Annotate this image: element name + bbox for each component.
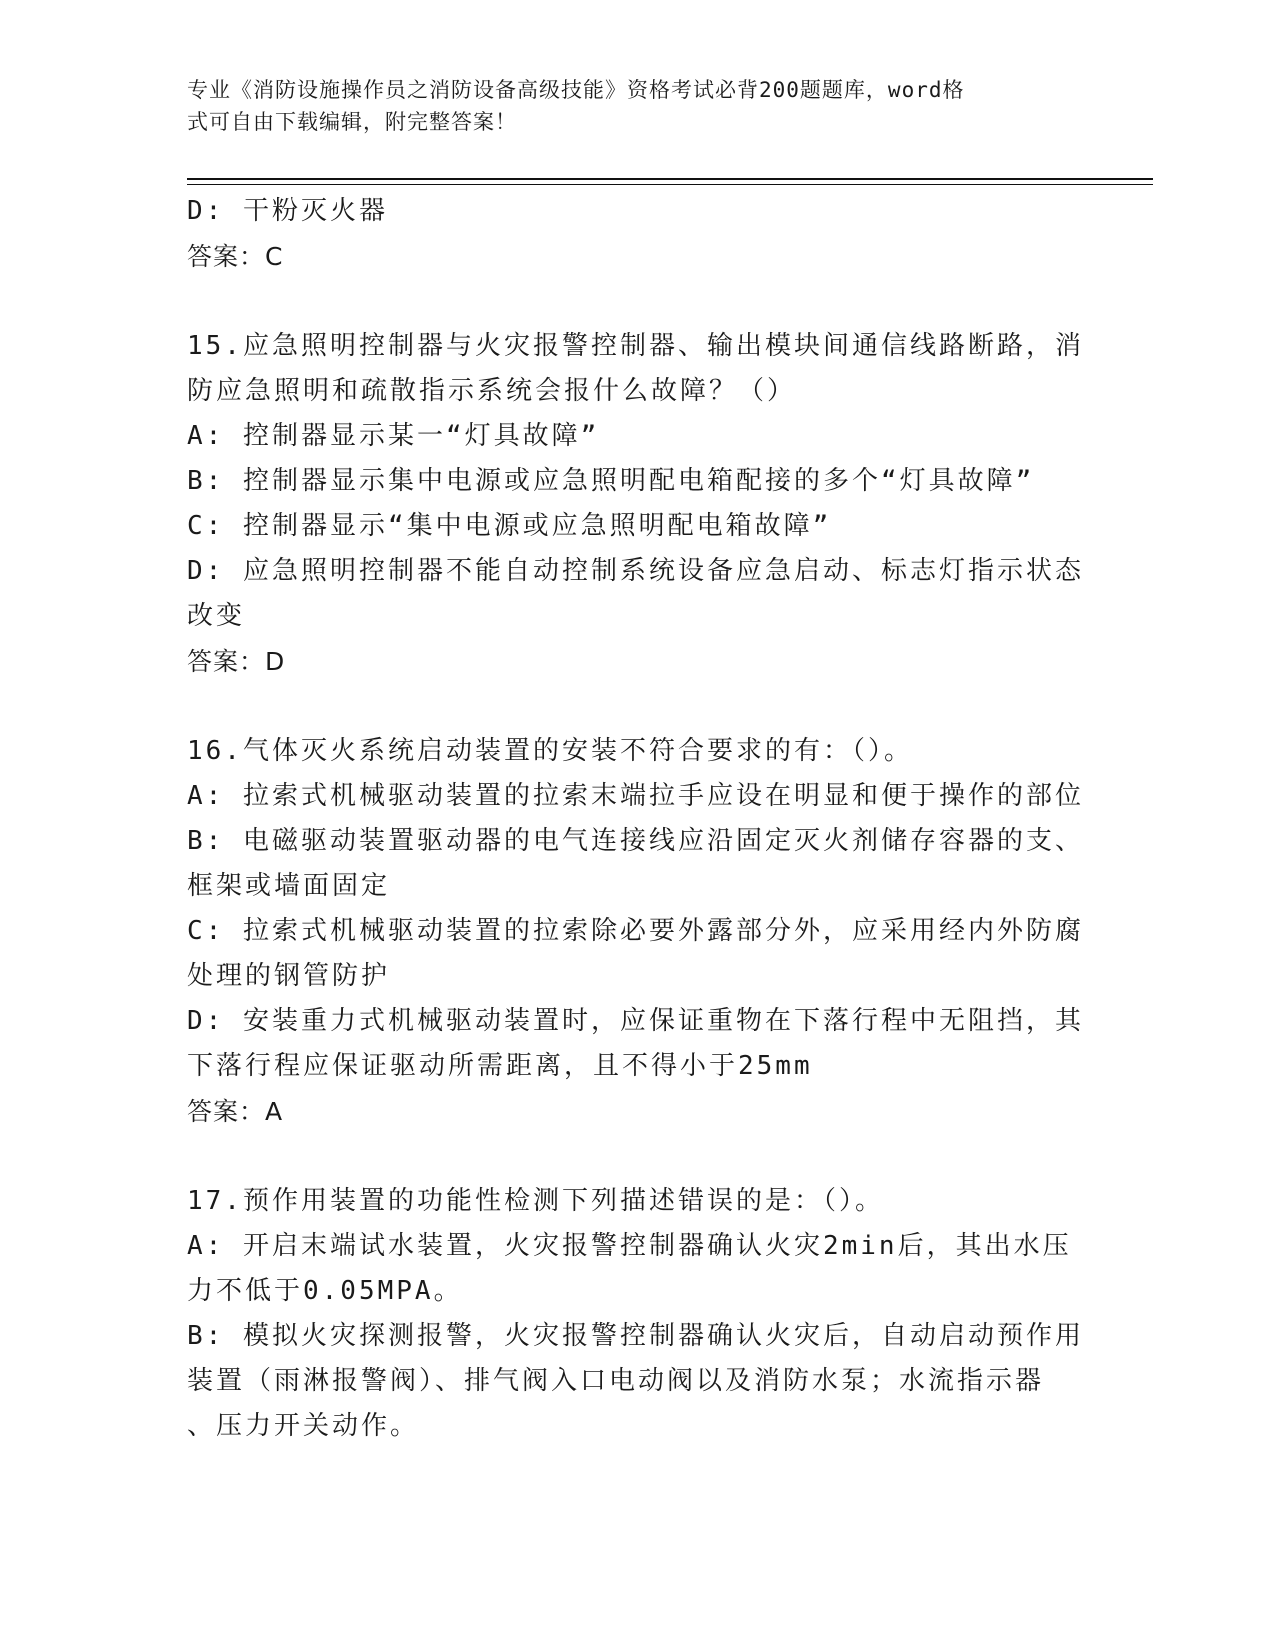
spacer — [187, 1134, 1087, 1179]
question-list — [187, 189, 1087, 1449]
question-16-option-a: A: 拉索式机械驱动装置的拉索末端拉手应设在明显和便于操作的部位 — [187, 781, 1084, 811]
question-17-stem: 17.预作用装置的功能性检测下列描述错误的是：（）。 — [187, 1186, 884, 1216]
question-15-option-d-line-2: 改变 — [187, 601, 246, 631]
question-16-option-d-line-2: 下落行程应保证驱动所需距离，且不得小于25mm — [187, 1051, 813, 1081]
question-17-option-b-line-3: 、压力开关动作。 — [187, 1411, 420, 1441]
question-15-stem-line-2: 防应急照明和疏散指示系统会报什么故障？（） — [187, 376, 797, 406]
question-17 — [187, 1179, 1087, 1449]
spacer — [187, 279, 1087, 324]
question-16-option-c-line-1: C: 拉索式机械驱动装置的拉索除必要外露部分外，应采用经内外防腐 — [187, 916, 1084, 946]
question-16-option-b-line-2: 框架或墙面固定 — [187, 871, 391, 901]
question-15-option-a: A: 控制器显示某一“灯具故障” — [187, 421, 600, 451]
question-15-option-b: B: 控制器显示集中电源或应急照明配电箱配接的多个“灯具故障” — [187, 466, 1035, 496]
question-14-tail — [187, 189, 1087, 279]
question-15-option-d-line-1: D: 应急照明控制器不能自动控制系统设备应急启动、标志灯指示状态 — [187, 556, 1084, 586]
header-divider-thin — [187, 184, 1153, 185]
question-14-answer: 答案：C — [187, 242, 284, 271]
question-17-option-a-line-2: 力不低于0.05MPA。 — [187, 1276, 463, 1306]
document-header — [187, 74, 1067, 138]
question-17-option-b-line-1: B: 模拟火灾探测报警，火灾报警控制器确认火灾后，自动启动预作用 — [187, 1321, 1084, 1351]
spacer — [187, 684, 1087, 729]
question-16 — [187, 729, 1087, 1134]
question-16-option-c-line-2: 处理的钢管防护 — [187, 961, 391, 991]
header-line-2: 式可自由下载编辑，附完整答案！ — [187, 110, 517, 134]
question-16-option-b-line-1: B: 电磁驱动装置驱动器的电气连接线应沿固定灭火剂储存容器的支、 — [187, 826, 1084, 856]
header-line-1: 专业《消防设施操作员之消防设备高级技能》资格考试必背200题题库，word格 — [187, 78, 965, 102]
question-15-option-c: C: 控制器显示“集中电源或应急照明配电箱故障” — [187, 511, 832, 541]
question-16-option-d-line-1: D: 安装重力式机械驱动装置时，应保证重物在下落行程中无阻挡，其 — [187, 1006, 1084, 1036]
question-17-option-a-line-1: A: 开启末端试水装置，火灾报警控制器确认火灾2min后，其出水压 — [187, 1231, 1072, 1261]
question-15 — [187, 324, 1087, 684]
header-divider-thick — [187, 178, 1153, 180]
question-16-stem: 16.气体灭火系统启动装置的安装不符合要求的有：（）。 — [187, 736, 913, 766]
question-15-answer: 答案：D — [187, 647, 286, 676]
question-14-option-d: D: 干粉灭火器 — [187, 196, 388, 226]
question-15-stem-line-1: 15.应急照明控制器与火灾报警控制器、输出模块间通信线路断路，消 — [187, 331, 1084, 361]
question-17-option-b-line-2: 装置（雨淋报警阀）、排气阀入口电动阀以及消防水泵；水流指示器 — [187, 1366, 1045, 1396]
question-16-answer: 答案：A — [187, 1097, 284, 1126]
